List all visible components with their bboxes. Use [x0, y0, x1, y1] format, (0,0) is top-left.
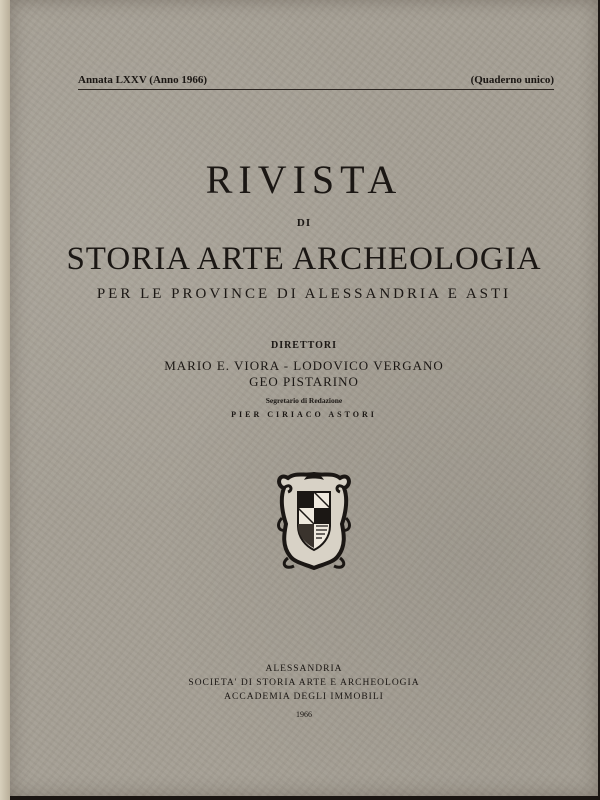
directors-names-2: GEO PISTARINO	[249, 374, 359, 389]
issue-header	[78, 74, 554, 90]
directors-label: DIRETTORI	[270, 340, 338, 351]
issue-volume: Annata LXXV (Anno 1966)	[78, 74, 208, 86]
coat-of-arms-icon	[274, 468, 354, 572]
journal-provinces: PER LE PROVINCE DI ALESSANDRIA E ASTI	[96, 286, 512, 302]
journal-title: RIVISTA	[205, 157, 403, 202]
header-divider	[78, 89, 554, 90]
journal-title-di: DI	[296, 217, 312, 229]
publisher-academy: ACCADEMIA DEGLI IMMOBILI	[224, 692, 384, 702]
publisher-city: ALESSANDRIA	[265, 664, 343, 674]
secretary-name: PIER CIRIACO ASTORI	[231, 410, 377, 419]
secretary-label: Segretario di Redazione	[265, 396, 343, 405]
journal-subtitle: STORIA ARTE ARCHEOLOGIA	[66, 241, 542, 277]
publication-year: 1966	[296, 710, 312, 719]
journal-cover	[10, 0, 598, 796]
issue-type: (Quaderno unico)	[470, 74, 554, 86]
publisher-society: SOCIETA' DI STORIA ARTE E ARCHEOLOGIA	[188, 678, 420, 688]
page-edge	[0, 0, 10, 800]
directors-names-1: MARIO E. VIORA - LODOVICO VERGANO	[164, 358, 444, 373]
